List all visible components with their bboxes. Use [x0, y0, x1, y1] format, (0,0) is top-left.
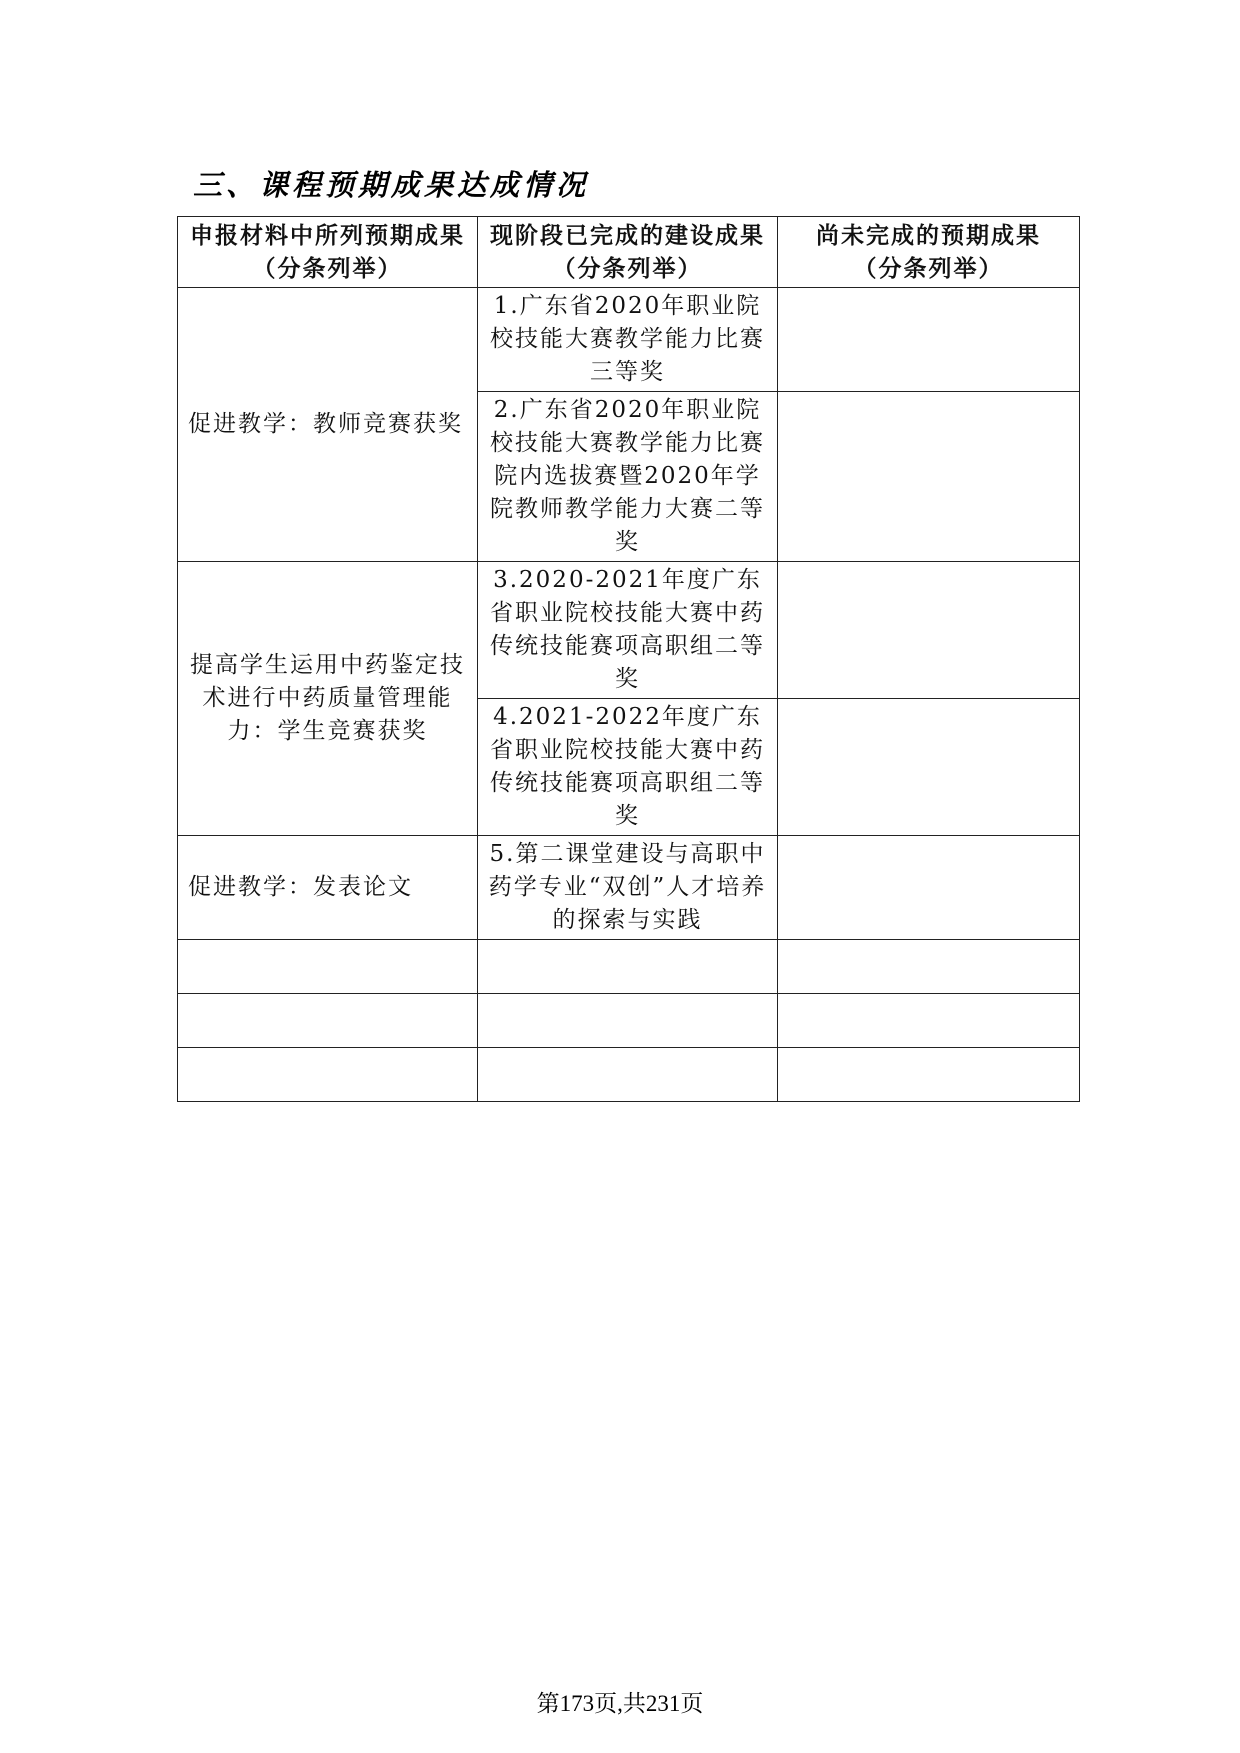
table-header-row — [178, 217, 1080, 288]
expected-outcome-cell: 促进教学：教师竞赛获奖 — [178, 288, 478, 562]
empty-cell — [178, 940, 478, 994]
empty-cell — [778, 994, 1080, 1048]
achieved-outcome-cell: 5.第二课堂建设与高职中药学专业“双创”人才培养的探索与实践 — [478, 836, 778, 940]
header-pending-sub: （分条列举） — [853, 255, 1004, 282]
achieved-outcome-cell: 1.广东省2020年职业院校技能大赛教学能力比赛三等奖 — [478, 288, 778, 392]
table-row — [178, 288, 1080, 392]
pending-outcome-cell — [778, 562, 1080, 699]
empty-table-row — [178, 994, 1080, 1048]
header-pending-title: 尚未完成的预期成果 — [816, 222, 1041, 249]
header-pending — [778, 217, 1080, 288]
header-achieved-sub: （分条列举） — [552, 255, 703, 282]
achieved-outcome-cell: 2.广东省2020年职业院校技能大赛教学能力比赛院内选拔赛暨2020年学院教师教学能力大赛二等奖 — [478, 392, 778, 562]
empty-table-row — [178, 940, 1080, 994]
achieved-outcome-cell: 4.2021-2022年度广东省职业院校技能大赛中药传统技能赛项高职组二等奖 — [478, 699, 778, 836]
empty-cell — [478, 1048, 778, 1102]
empty-cell — [778, 940, 1080, 994]
results-table — [177, 216, 1080, 1102]
table-row — [178, 836, 1080, 940]
pending-outcome-cell — [778, 392, 1080, 562]
achieved-outcome-cell: 3.2020-2021年度广东省职业院校技能大赛中药传统技能赛项高职组二等奖 — [478, 562, 778, 699]
empty-table-row — [178, 1048, 1080, 1102]
empty-cell — [178, 994, 478, 1048]
pending-outcome-cell — [778, 699, 1080, 836]
header-achieved-title: 现阶段已完成的建设成果 — [490, 222, 765, 249]
page-number: 第173页,共231页 — [536, 1691, 704, 1716]
header-expected-title: 申报材料中所列预期成果 — [190, 222, 465, 249]
header-expected-sub: （分条列举） — [252, 255, 403, 282]
section-title: 三、课程预期成果达成情况 — [193, 168, 590, 202]
pending-outcome-cell — [778, 288, 1080, 392]
empty-cell — [778, 1048, 1080, 1102]
pending-outcome-cell — [778, 836, 1080, 940]
header-expected — [178, 217, 478, 288]
header-achieved — [478, 217, 778, 288]
empty-cell — [478, 994, 778, 1048]
empty-cell — [178, 1048, 478, 1102]
table-row — [178, 562, 1080, 699]
empty-cell — [478, 940, 778, 994]
expected-outcome-cell: 提高学生运用中药鉴定技术进行中药质量管理能力：学生竞赛获奖 — [178, 562, 478, 836]
expected-outcome-cell: 促进教学：发表论文 — [178, 836, 478, 940]
